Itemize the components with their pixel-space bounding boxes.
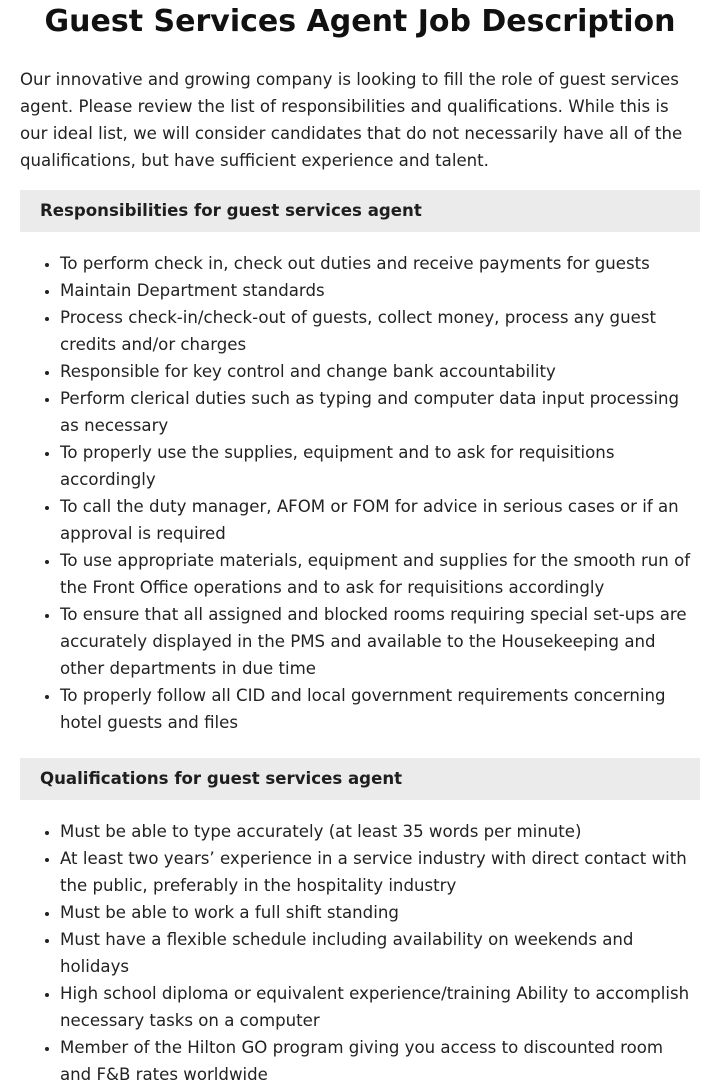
list-item: • Process check-in/check-out of guests, collect money, process any guest credits and/or charges xyxy=(60,304,696,358)
list-item: • To perform check in, check out duties and receive payments for guests xyxy=(60,250,696,277)
list-item: • To properly follow all CID and local government requirements concerning hotel guests and files xyxy=(60,682,696,736)
list-item: • Perform clerical duties such as typing and computer data input processing as necessary xyxy=(60,385,696,439)
page-title: Guest Services Agent Job Description xyxy=(44,4,676,39)
responsibilities-list xyxy=(0,250,720,736)
list-item: • Responsible for key control and change bank accountability xyxy=(60,358,696,385)
list-item: • Must have a flexible schedule including availability on weekends and holidays xyxy=(60,926,696,980)
section-spacer xyxy=(0,736,720,742)
qualifications-heading: Qualifications for guest services agent xyxy=(20,758,700,800)
list-item: • Maintain Department standards xyxy=(60,277,696,304)
list-item: • Member of the Hilton GO program giving you access to discounted room and F&B rates worldwide xyxy=(60,1034,696,1088)
list-item: • To call the duty manager, AFOM or FOM for advice in serious cases or if an approval is required xyxy=(60,493,696,547)
list-item: • Must be able to work a full shift standing xyxy=(60,899,696,926)
responsibilities-heading: Responsibilities for guest services agent xyxy=(20,190,700,232)
list-item: • To use appropriate materials, equipment and supplies for the smooth run of the Front Office operations and to ask for requisitions accordingly xyxy=(60,547,696,601)
qualifications-list xyxy=(0,818,720,1088)
list-item: • At least two years’ experience in a service industry with direct contact with the public, preferably in the hospitality industry xyxy=(60,845,696,899)
list-item: • To ensure that all assigned and blocked rooms requiring special set-ups are accurately displayed in the PMS and available to the Housekeeping and other departments in due time xyxy=(60,601,696,682)
intro-paragraph: Our innovative and growing company is looking to fill the role of guest services agent. Please review the list of responsibilities and qualifications. While this is our ideal list, we will consider candidates that do not necessarily have all of the qualifications, but have sufficient experience and talent. xyxy=(20,70,683,170)
list-item: • To properly use the supplies, equipment and to ask for requisitions accordingly xyxy=(60,439,696,493)
list-item: • Must be able to type accurately (at least 35 words per minute) xyxy=(60,818,696,845)
list-item: • High school diploma or equivalent experience/training Ability to accomplish necessary tasks on a computer xyxy=(60,980,696,1034)
